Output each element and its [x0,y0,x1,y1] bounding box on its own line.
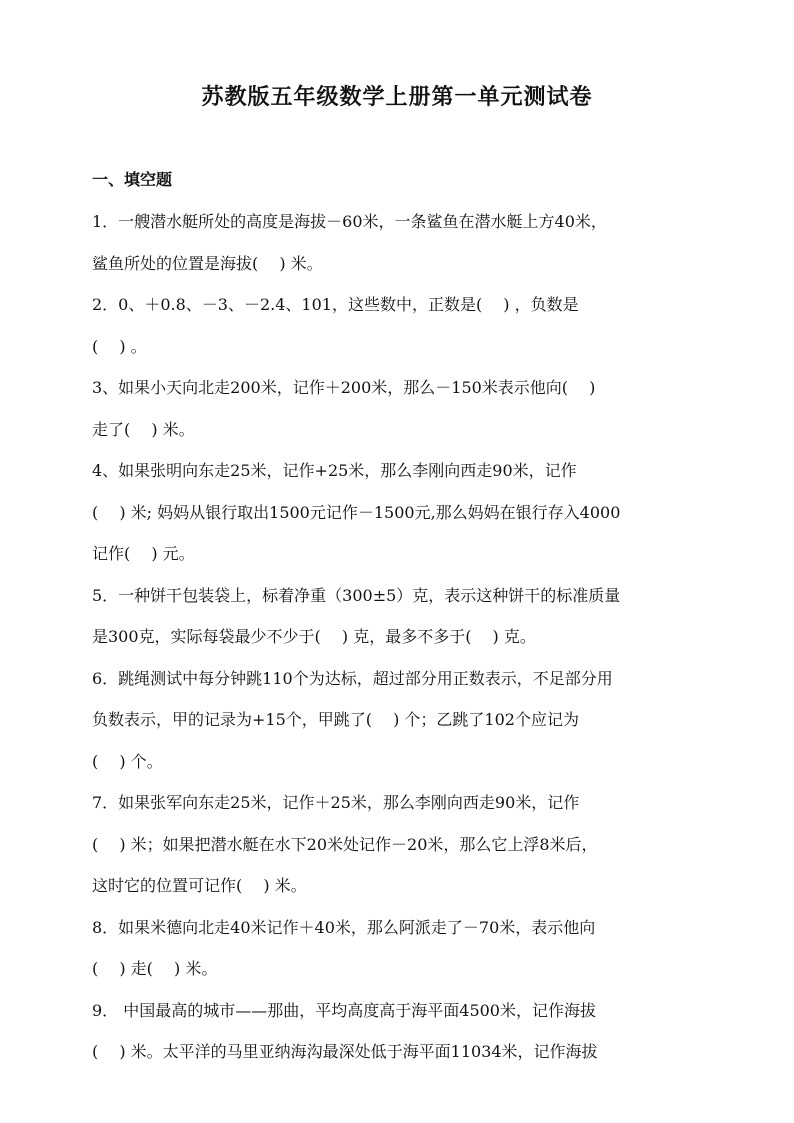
question-3-line-2: 走了( ) 米。 [92,420,195,439]
question-4-line-3: 记作( ) 元。 [92,544,195,563]
question-2-line-2: ( ) 。 [92,337,147,356]
question-2-line-1: 2．0、＋0.8、－3、－2.4、101，这些数中，正数是( ) ，负数是 [92,295,579,314]
question-5-line-2: 是300克，实际每袋最少不少于( ) 克，最多不多于( ) 克。 [92,627,536,646]
question-3-line-1: 3、如果小天向北走200米，记作＋200米，那么－150米表示他向( ) [92,378,596,397]
question-4-line-1: 4、如果张明向东走25米，记作+25米，那么李刚向西走90米，记作 [92,461,577,480]
question-8-line-1: 8．如果米德向北走40米记作＋40米，那么阿派走了－70米，表示他向 [92,918,596,937]
question-7-line-3: 这时它的位置可记作( ) 米。 [92,876,307,895]
page-title: 苏教版五年级数学上册第一单元测试卷 [201,84,593,110]
question-1-line-1: 1．一艘潜水艇所处的高度是海拔－60米，一条鲨鱼在潜水艇上方40米， [92,212,607,231]
question-6-line-2: 负数表示，甲的记录为+15个，甲跳了( ) 个；乙跳了102个应记为 [92,710,579,729]
question-9-line-1: 9． 中国最高的城市——那曲，平均高度高于海平面4500米，记作海拔 [92,1001,596,1020]
question-1-line-2: 鲨鱼所处的位置是海拔( ) 米。 [92,254,323,273]
question-5-line-1: 5．一种饼干包装袋上，标着净重（300±5）克，表示这种饼干的标准质量 [92,586,621,605]
question-6-line-1: 6．跳绳测试中每分钟跳110个为达标，超过部分用正数表示，不足部分用 [92,669,613,688]
question-4-line-2: ( ) 米; 妈妈从银行取出1500元记作－1500元,那么妈妈在银行存入4000 [92,503,621,522]
question-7-line-1: 7．如果张军向东走25米，记作＋25米，那么李刚向西走90米，记作 [92,793,580,812]
question-9-line-2: ( ) 米。太平洋的马里亚纳海沟最深处低于海平面11034米，记作海拔 [92,1042,598,1061]
section-heading-fill-in-blank: 一、填空题 [92,170,173,189]
question-6-line-3: ( ) 个。 [92,752,163,771]
question-7-line-2: ( ) 米；如果把潜水艇在水下20米处记作－20米，那么它上浮8米后， [92,835,598,854]
question-8-line-2: ( ) 走( ) 米。 [92,959,218,978]
